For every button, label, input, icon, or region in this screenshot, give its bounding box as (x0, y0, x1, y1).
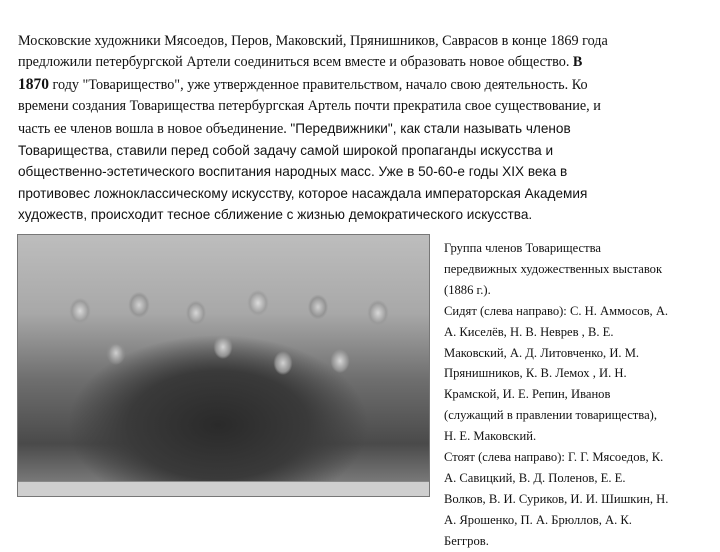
intro-line (18, 118, 694, 140)
group-photograph (17, 234, 430, 497)
caption-line: (служащий в правлении товарищества), (444, 408, 658, 423)
intro-paragraph (18, 31, 694, 226)
caption-line: Беггров. (444, 533, 489, 548)
caption-line: Волков, В. И. Суриков, И. И. Шишкин, Н. (444, 491, 669, 506)
intro-line-text: предложили петербургской Артели соединиться всем вместе и образовать новое общество. (18, 54, 570, 71)
caption-line: Группа членов Товарищества (444, 241, 601, 255)
caption-line: (1886 г.). (444, 282, 491, 297)
intro-line: художеств, происходит тесное сближение с жизнью демократического искусства. (18, 207, 533, 223)
caption-line: Сидят (слева направо): С. Н. Аммосов, А. (444, 303, 669, 318)
intro-line-text: году "Товарищество", уже утвержденное правительством, начало свою деятельность. Ко (52, 76, 588, 93)
intro-line-text: "Передвижники", как стали называть членов (290, 120, 571, 136)
caption-line: Н. Е. Маковский. (444, 429, 537, 444)
intro-line (18, 52, 694, 73)
caption-line: передвижных художественных выставок (444, 261, 663, 276)
intro-line: Товарищества, ставили перед собой задачу самой широкой пропаганды искусства и (18, 143, 554, 159)
caption-line: Прянишников, К. В. Лемох , И. Н. (444, 366, 627, 381)
caption-line: А. Савицкий, В. Д. Поленов, Е. Е. (444, 470, 626, 485)
intro-line (18, 74, 694, 96)
intro-line: противовес ложноклассическому искусству, которое насаждала императорская Академия (18, 185, 588, 201)
intro-line: общественно-эстетического воспитания народных масс. Уже в 50-60-е годы XIX века в (18, 164, 568, 180)
photo-bottom-strip (18, 481, 429, 496)
caption-line: А. Киселёв, Н. В. Неврев , В. Е. (444, 324, 614, 339)
caption-line: Крамской, И. Е. Репин, Иванов (444, 387, 611, 402)
intro-line: времени создания Товарищества петербургская Артель почти прекратила свое существование, и (18, 98, 601, 115)
intro-line-text: часть ее членов вошла в новое объединение. (18, 120, 287, 137)
caption-line: А. Ярошенко, П. А. Брюллов, А. К. (444, 512, 632, 527)
caption-line: Стоят (слева направо): Г. Г. Мясоедов, К. (444, 450, 664, 465)
caption-line: Маковский, А. Д. Литовченко, И. М. (444, 345, 640, 360)
intro-line: Московские художники Мясоедов, Перов, Маковский, Прянишников, Саврасов в конце 1869 года (18, 33, 608, 49)
photo-caption (444, 238, 694, 552)
intro-year: 1870 (18, 75, 49, 93)
intro-line-bold: В (572, 54, 583, 71)
